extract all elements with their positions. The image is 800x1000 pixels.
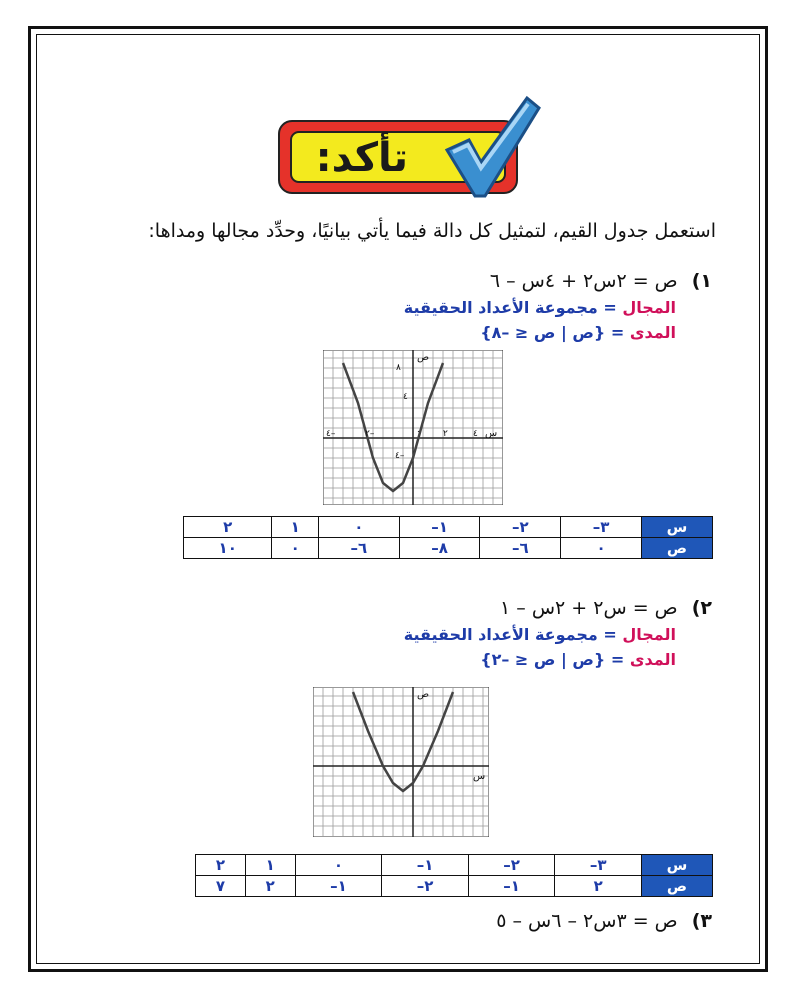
problem-2-equation (500, 597, 712, 619)
graph-1-tick-y4: ٤ (403, 392, 408, 402)
problem-3-equation-text: ص = ٣س٢ – ٦س – ٥ (496, 910, 678, 932)
table-cell: ٦– (318, 538, 399, 559)
table-cell: ١– (382, 855, 469, 876)
graph-1-tick-xneg2: ٢– (365, 429, 375, 439)
problem-1-range-label: المدى (629, 323, 676, 342)
table-row (184, 517, 713, 538)
problem-3-equation (496, 910, 712, 932)
problem-2-range-value: = {ص | ص ≤ –٢} (480, 650, 625, 669)
problem-1-equation (490, 270, 712, 292)
problem-1-domain (404, 298, 676, 317)
table-cell: ٢ (555, 876, 642, 897)
table-cell: ٦– (480, 538, 561, 559)
problem-2-graph (313, 687, 489, 837)
problem-2-domain-label: المجال (622, 625, 676, 644)
problem-1-domain-label: المجال (622, 298, 676, 317)
checkmark-icon (435, 92, 545, 202)
graph-1-y-label: ص (417, 352, 430, 363)
table-row (196, 876, 713, 897)
problem-2-equation-text: ص = س٢ + ٢س – ١ (500, 597, 678, 619)
problem-1-table (183, 516, 713, 559)
table-cell: ٢– (480, 517, 561, 538)
table-cell: ١– (295, 876, 382, 897)
table-cell: ١ (245, 855, 295, 876)
problem-1-range-value: = {ص | ص ≤ –٨} (480, 323, 625, 342)
graph-2-y-label: ص (417, 689, 430, 700)
problem-1-domain-value: = مجموعة الأعداد الحقيقية (403, 298, 617, 317)
problem-3-number: ٣) (691, 910, 712, 932)
table-head-x: س (642, 855, 713, 876)
table-cell: ٠ (318, 517, 399, 538)
table-head-x: س (642, 517, 713, 538)
table-cell: ٢– (382, 876, 469, 897)
table-head-y: ص (642, 876, 713, 897)
banner-title: تأكد: (315, 135, 408, 181)
graph-2-x-label: س (473, 771, 486, 782)
table-cell: ١ (272, 517, 318, 538)
instruction-text: استعمل جدول القيم، لتمثيل كل دالة فيما يأتي بيانيًا، وحدِّد مجالها ومداها: (148, 220, 716, 242)
graph-1-tick-x4: ٤ (473, 429, 478, 439)
graph-1-origin: ٠ (416, 427, 421, 437)
table-cell: ٢ (184, 517, 272, 538)
problem-2-number: ٢) (691, 597, 712, 619)
problem-2-domain-value: = مجموعة الأعداد الحقيقية (403, 625, 617, 644)
table-cell: ٨– (399, 538, 480, 559)
graph-1-tick-y8: ٨ (396, 363, 401, 373)
table-head-y: ص (642, 538, 713, 559)
problem-2-domain (404, 625, 676, 644)
table-cell: ٣– (561, 517, 642, 538)
problem-1-number: ١) (691, 270, 712, 292)
graph-1-x-label: س (485, 428, 498, 439)
table-cell: ١– (399, 517, 480, 538)
table-cell: ٠ (295, 855, 382, 876)
graph-1-tick-xneg4: ٤– (326, 429, 336, 439)
table-cell: ٠ (272, 538, 318, 559)
table-cell: ٢ (245, 876, 295, 897)
problem-2-range (480, 650, 676, 669)
table-cell: ٠ (561, 538, 642, 559)
problem-2-range-label: المدى (629, 650, 676, 669)
table-row (196, 855, 713, 876)
table-cell: ١٠ (184, 538, 272, 559)
problem-2-table (195, 854, 713, 897)
table-cell: ٢– (468, 855, 555, 876)
problem-1-equation-text: ص = ٢س٢ + ٤س – ٦ (489, 270, 678, 292)
table-row (184, 538, 713, 559)
table-cell: ٧ (196, 876, 246, 897)
problem-1-range (480, 323, 676, 342)
graph-1-tick-yneg4: ٤– (395, 451, 405, 461)
table-cell: ٣– (555, 855, 642, 876)
table-cell: ٢ (196, 855, 246, 876)
table-cell: ١– (468, 876, 555, 897)
graph-1-tick-x2: ٢ (443, 429, 448, 439)
problem-1-graph (323, 350, 503, 505)
